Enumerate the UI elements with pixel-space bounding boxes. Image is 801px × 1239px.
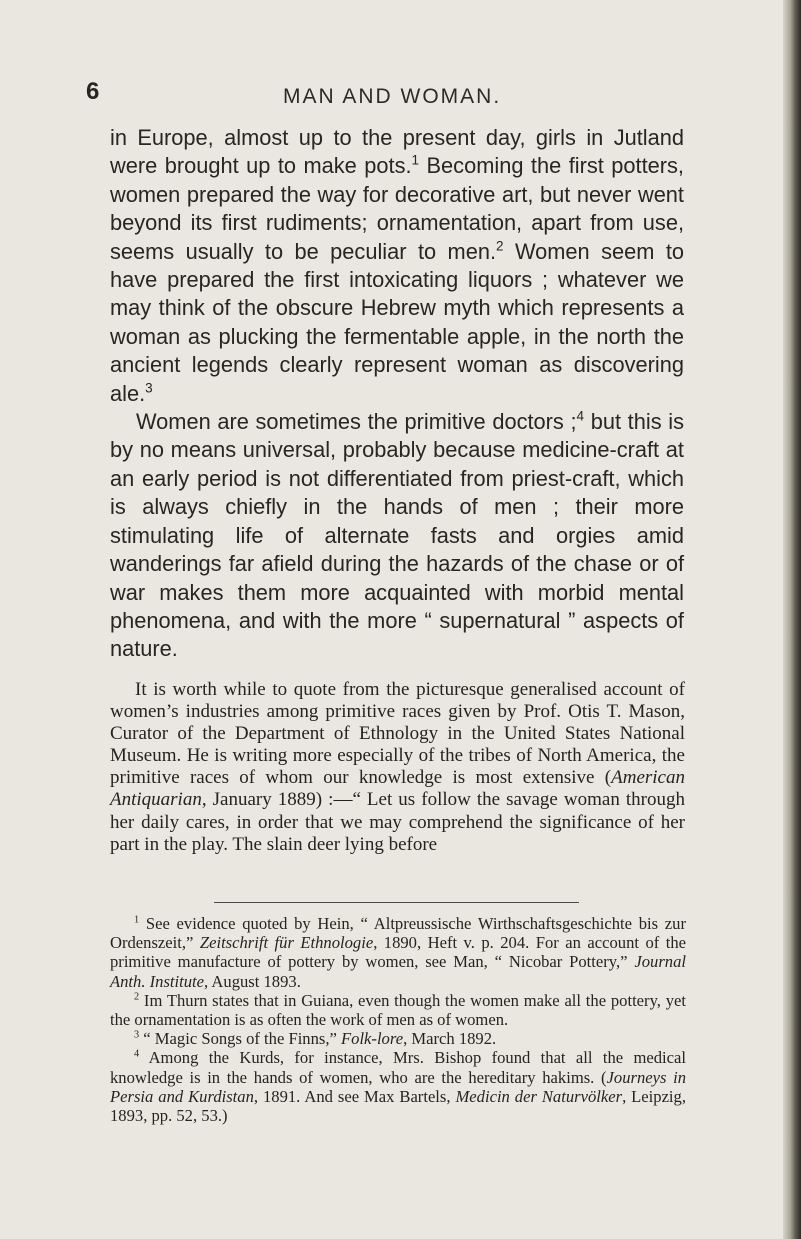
page-edge — [783, 0, 801, 1239]
footnote-1-part-c: , August 1893. — [204, 971, 301, 991]
paragraph-1-part-a: in Europe, almost up to the present day, girls in Jutland were brought up to make pots. — [110, 125, 684, 179]
footnote-4-part-a: Among the Kurds, for instance, Mrs. Bishop found that all the medical knowledge is in the hands of women, who are the hereditary hakims. ( — [110, 1048, 686, 1087]
body-text — [110, 124, 684, 664]
quoted-passage — [110, 679, 685, 856]
footnote-4-part-c: , Leipzig, 1893, pp. 52, 53.) — [110, 1086, 686, 1126]
footnote-3-title: Folk-lore — [341, 1029, 404, 1049]
footnote-4-title-1: Journeys in Persia and Kurdistan — [110, 1067, 687, 1106]
footnote-3-number: 3 — [134, 1029, 140, 1041]
footnote-ref-3: 3 — [145, 380, 153, 396]
paragraph-2-part-a: Women are sometimes the primitive doctors ; — [136, 409, 577, 435]
footnote-1 — [110, 914, 686, 991]
footnote-2-number: 2 — [134, 991, 140, 1003]
footnote-1-part-a: See evidence quoted by Hein, “ Altpreussische Wirthschaftsgeschichte bis zur Ordenszeit,” — [110, 914, 686, 953]
footnote-4-number: 4 — [134, 1048, 140, 1060]
footnote-1-number: 1 — [134, 914, 140, 926]
running-head — [0, 0, 801, 120]
footnote-2-text: Im Thurn states that in Guiana, even though the women make all the pottery, yet the ornamentation is as often the work of men as of women. — [110, 990, 686, 1030]
page-number: 6 — [86, 78, 101, 105]
footnote-3-part-b: , March 1892. — [403, 1029, 497, 1049]
footnote-ref-2: 2 — [496, 238, 504, 254]
footnote-3-part-a: “ Magic Songs of the Finns,” — [139, 1029, 342, 1049]
quoted-paragraph — [110, 679, 685, 856]
footnote-2 — [110, 991, 686, 1029]
footnote-4-title-2: Medicin der Naturvölker — [455, 1086, 623, 1106]
footnote-1-part-b: , 1890, Heft v. p. 204. For an account of the primitive manufacture of pottery by women, see Man, “ Nicobar Pottery,” — [110, 933, 686, 972]
running-title: MAN AND WOMAN. — [283, 85, 502, 108]
footnote-1-title-1: Zeitschrift für Ethnologie — [199, 933, 374, 953]
paragraph-1 — [110, 124, 684, 408]
footnote-4 — [110, 1048, 686, 1125]
footnote-ref-1: 1 — [411, 153, 420, 169]
paragraph-1-part-b: Becoming the first potters, women prepared the way for decorative art, but never went beyond its first rudiments; ornamentation, apart from use, seems usually to be peculiar to men. — [110, 153, 684, 264]
footnote-1-title-2: Journal Anth. Institute — [110, 952, 686, 991]
paragraph-2-part-b: but this is by no means universal, probably because medicine-craft at an early period is not differentiated from priest-craft, which is always chiefly in the hands of men ; their more stimulating life of alternate fasts and orgies amid wanderings far afield during the hazards of the chase or of war makes them more acquainted with morbid mental phenomena, and with the more “ supernatural ” aspects of nature. — [110, 409, 684, 662]
quote-part-b: , January 1889) :—“ Let us follow the savage woman through her daily cares, in order that we may comprehend the significance of her part in the play. The slain deer lying before — [110, 789, 685, 855]
quote-part-a: It is worth while to quote from the picturesque generalised account of women’s industries among primitive races given by Prof. Otis T. Mason, Curator of the Department of Ethnology in the United States National Museum. He is writing more especially of the tribes of North America, the primitive races of whom our knowledge is most extensive ( — [110, 679, 685, 789]
footnote-3 — [110, 1029, 686, 1048]
footnote-ref-4: 4 — [576, 408, 585, 424]
paragraph-1-part-c: Women seem to have prepared the first intoxicating liquors ; whatever we may think of the obscure Hebrew myth which represents a woman as plucking the fermentable apple, in the north the ancient legends clearly represent woman as discovering ale. — [110, 238, 684, 406]
paragraph-2 — [110, 408, 684, 664]
footnotes — [110, 914, 686, 1125]
footnote-4-part-b: , 1891. And see Max Bartels, — [253, 1086, 456, 1106]
footnote-divider — [214, 902, 579, 903]
quote-source-title: American Antiquarian — [110, 767, 685, 811]
